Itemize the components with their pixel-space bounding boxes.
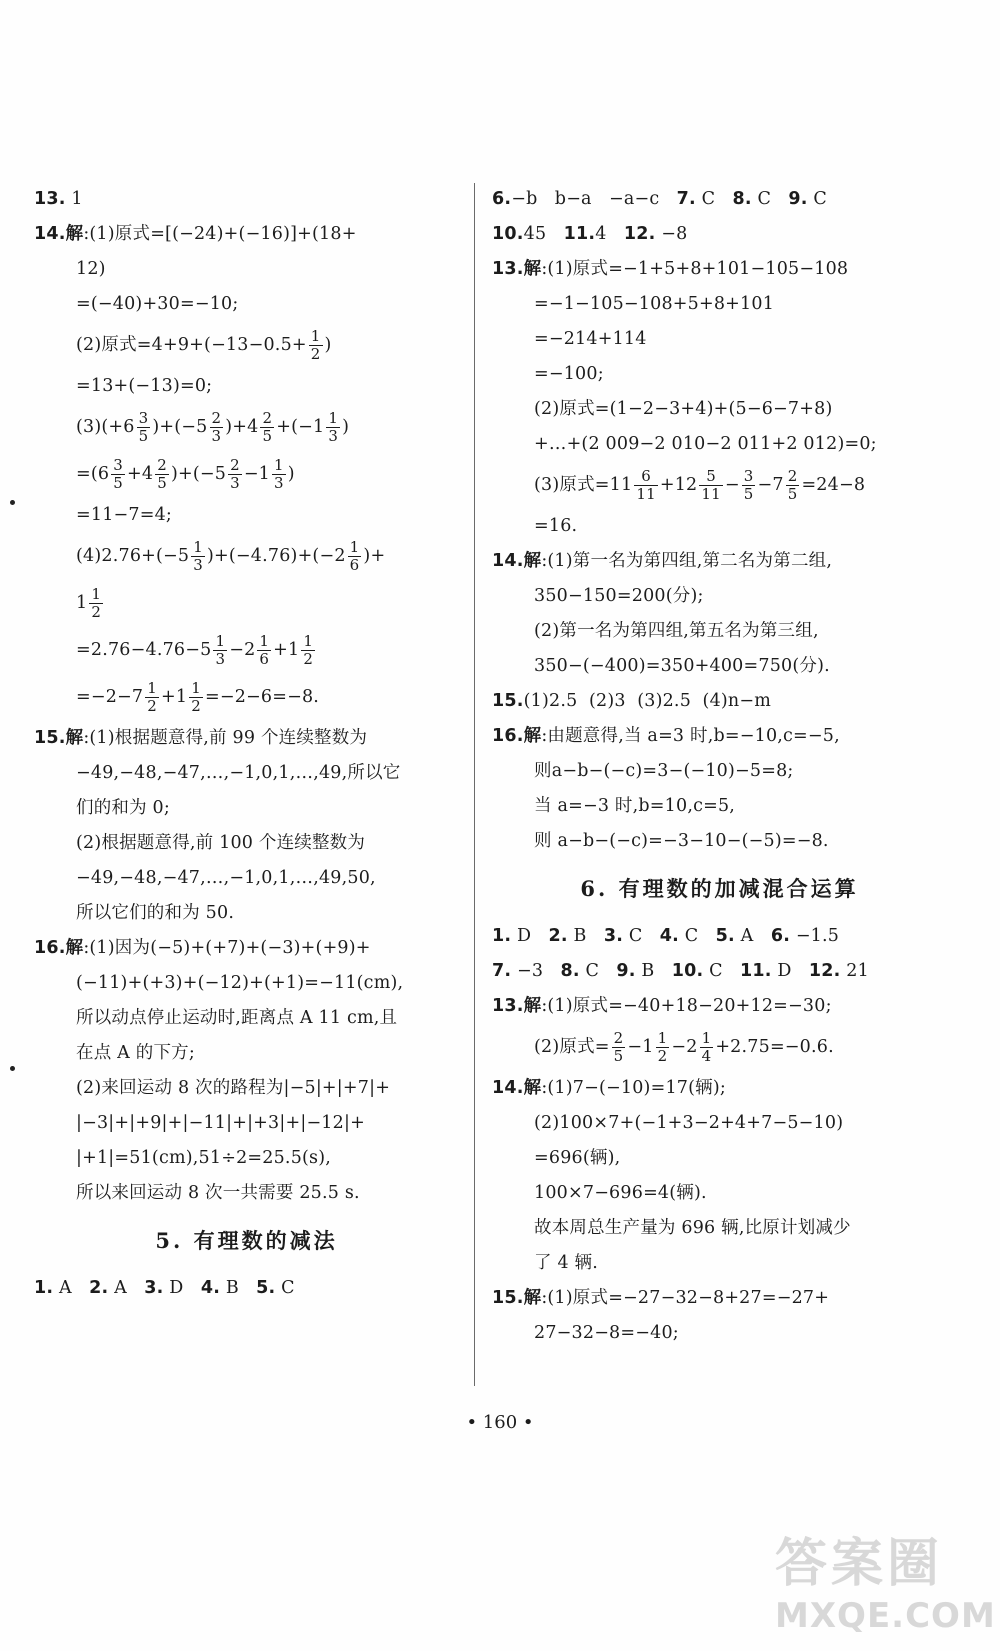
answer-13-line: 13.解:(1)原式=−40+18−20+12=−30; <box>492 996 832 1016</box>
fraction: $\frac{1}{6}$ <box>349 538 360 574</box>
answer-14-line: =(6 $\frac{3}{5}$ +4 $\frac{2}{5}$ )+(−5 $\frac{2}{3}$ −1 $\frac{1}{3}$ ) <box>76 456 295 492</box>
fraction: $\frac{1}{2}$ <box>657 1029 668 1065</box>
scan-mark <box>10 1066 15 1071</box>
answer-15-line: 15.解:(1)原式=−27−32−8+27=−27+ <box>492 1288 830 1308</box>
fraction: $\frac{1}{3}$ <box>193 538 203 574</box>
fraction: $\frac{6}{11}$ <box>636 467 656 503</box>
answer-13-line: =−214+114 <box>534 329 647 349</box>
answer-15-line: −49,−48,−47,…,−1,0,1,…,49,所以它 <box>76 763 401 783</box>
scan-mark <box>10 500 15 505</box>
answer-16-line: 则a−b−(−c)=3−(−10)−5=8; <box>534 761 794 781</box>
answer-14-line: =(−40)+30=−10; <box>76 294 239 314</box>
answer-14-line: 100×7−696=4(辆). <box>534 1183 707 1203</box>
fraction: $\frac{1}{6}$ <box>259 632 270 668</box>
answer-16-line: 在点 A 的下方; <box>76 1043 195 1063</box>
answer-16-line: 所以动点停止运动时,距离点 A 11 cm,且 <box>76 1008 398 1028</box>
answer-13: 13. 1 <box>34 189 83 209</box>
section-heading-6: 6. 有理数的加减混合运算 <box>580 876 859 901</box>
answer-15-line: 15.解:(1)根据题意得,前 99 个连续整数为 <box>34 728 368 748</box>
answer-13-line: =−100; <box>534 364 604 384</box>
fraction: $\frac{2}{5}$ <box>613 1029 624 1065</box>
answer-15-line: (2)根据题意得,前 100 个连续整数为 <box>76 833 366 853</box>
answer-16-line: 则 a−b−(−c)=−3−10−(−5)=−8. <box>534 831 829 851</box>
answer-14-line: 了 4 辆. <box>534 1253 599 1273</box>
answer-16-line: (−11)+(+3)+(−12)+(+1)=−11(cm), <box>76 973 404 993</box>
fraction: $\frac{1}{2}$ <box>191 679 201 715</box>
fraction: $\frac{1}{2}$ <box>91 585 102 621</box>
page-number: • 160 • <box>466 1412 534 1433</box>
section-heading-5: 5. 有理数的减法 <box>155 1228 338 1253</box>
column-divider <box>474 183 475 1386</box>
answer-16-line: 16.解:由题意得,当 a=3 时,b=−10,c=−5, <box>492 726 840 746</box>
answer-14-line: =−2−7 $\frac{1}{2}$ +1 $\frac{1}{2}$ =−2−6=−8. <box>76 679 320 715</box>
answer-14-line: 14.解:(1)原式=[(−24)+(−16)]+(18+ <box>34 224 357 244</box>
answer-14-line: (2)第一名为第四组,第五名为第三组, <box>534 621 819 641</box>
fraction: $\frac{2}{5}$ <box>262 409 273 445</box>
answer-14-line: (3)(+6 $\frac{3}{5}$ )+(−5 $\frac{2}{3}$ )+4 $\frac{2}{5}$ +(−1 $\frac{1}{3}$ ) <box>76 409 350 445</box>
choice-answers-row: 1. D 2. B 3. C 4. C 5. A 6. −1.5 <box>492 926 840 946</box>
answer-15-line: −49,−48,−47,…,−1,0,1,…,49,50, <box>76 868 376 888</box>
answer-14-line: 14.解:(1)第一名为第四组,第二名为第二组, <box>492 551 833 571</box>
fraction: $\frac{1}{4}$ <box>701 1029 712 1065</box>
choice-answers-row: 6.−b b−a −a−c 7. C 8. C 9. C <box>492 189 828 209</box>
answer-16-line: 所以来回运动 8 次一共需要 25.5 s. <box>76 1183 360 1203</box>
answer-13-line: (2)原式= $\frac{2}{5}$ −1 $\frac{1}{2}$ −2 $\frac{1}{4}$ +2.75=−0.6. <box>534 1029 834 1065</box>
answer-14-line: =2.76−4.76−5 $\frac{1}{3}$ −2 $\frac{1}{6}$ +1 $\frac{1}{2}$ <box>76 632 314 668</box>
answer-16-line: 当 a=−3 时,b=10,c=5, <box>534 796 736 816</box>
answer-14-line: 故本周总生产量为 696 辆,比原计划减少 <box>534 1218 851 1238</box>
fraction: $\frac{1}{3}$ <box>328 409 339 445</box>
fraction: $\frac{2}{3}$ <box>211 409 222 445</box>
choice-answers-row: 1. A 2. A 3. D 4. B 5. C <box>34 1278 295 1298</box>
answer-16-line: (2)来回运动 8 次的路程为|−5|+|+7|+ <box>76 1078 391 1098</box>
fraction: $\frac{1}{2}$ <box>303 632 314 668</box>
answer-16-line: |+1|=51(cm),51÷2=25.5(s), <box>76 1148 332 1168</box>
fraction: $\frac{1}{3}$ <box>215 632 226 668</box>
answer-13-line: =−1−105−108+5+8+101 <box>534 294 775 314</box>
watermark-logo: 答案圈 MXQE.COM <box>775 1534 996 1636</box>
answer-14-line: (2)原式=4+9+(−13−0.5+ $\frac{1}{2}$ ) <box>76 327 332 363</box>
answer-14-line: 1 $\frac{1}{2}$ <box>76 585 102 621</box>
fraction: $\frac{2}{5}$ <box>157 456 167 492</box>
answer-13-line: (2)原式=(1−2−3+4)+(5−6−7+8) <box>534 399 833 419</box>
answer-15-line: 们的和为 0; <box>76 798 170 818</box>
answer-14-line: 12) <box>76 259 106 279</box>
fraction: $\frac{1}{2}$ <box>147 679 158 715</box>
answer-14-line: 350−150=200(分); <box>534 586 704 606</box>
answer-16-line: 16.解:(1)因为(−5)+(+7)+(−3)+(+9)+ <box>34 938 371 958</box>
fraction: $\frac{1}{2}$ <box>310 327 321 363</box>
answer-14-line: =13+(−13)=0; <box>76 376 213 396</box>
answer-14-line: (2)100×7+(−1+3−2+4+7−5−10) <box>534 1113 844 1133</box>
fraction: $\frac{3}{5}$ <box>113 456 123 492</box>
answer-14-line: =696(辆), <box>534 1148 621 1168</box>
right-column <box>492 182 947 1351</box>
answer-13-line: +…+(2 009−2 010−2 011+2 012)=0; <box>534 434 877 454</box>
answer-13-line: (3)原式=11 $\frac{6}{11}$ +12 $\frac{5}{11}$ − $\frac{3}{5}$ −7 $\frac{2}{5}$ =24−8 <box>534 467 866 503</box>
answer-16-line: |−3|+|+9|+|−11|+|+3|+|−12|+ <box>76 1113 365 1133</box>
answer-15-line: 所以它们的和为 50. <box>76 903 235 923</box>
answer-15-line: 27−32−8=−40; <box>534 1323 679 1343</box>
answer-14-line: =11−7=4; <box>76 505 173 525</box>
answer-13-line: =16. <box>534 516 578 536</box>
answer-14-line: 350−(−400)=350+400=750(分). <box>534 656 830 676</box>
answer-13-line: 13.解:(1)原式=−1+5+8+101−105−108 <box>492 259 849 279</box>
fraction: $\frac{3}{5}$ <box>138 409 149 445</box>
fraction: $\frac{3}{5}$ <box>743 467 754 503</box>
fraction: $\frac{1}{3}$ <box>274 456 284 492</box>
answer-15-line: 15.(1)2.5 (2)3 (3)2.5 (4)n−m <box>492 691 772 711</box>
fraction: $\frac{2}{3}$ <box>230 456 240 492</box>
answer-14-line: (4)2.76+(−5 $\frac{1}{3}$ )+(−4.76)+(−2 $\frac{1}{6}$ )+ <box>76 538 386 574</box>
choice-answers-row: 7. −3 8. C 9. B 10. C 11. D 12. 21 <box>492 961 869 981</box>
fraction: $\frac{2}{5}$ <box>787 467 798 503</box>
choice-answers-row: 10.45 11.4 12. −8 <box>492 224 688 244</box>
answer-14-line: 14.解:(1)7−(−10)=17(辆); <box>492 1078 726 1098</box>
fraction: $\frac{5}{11}$ <box>701 467 721 503</box>
left-column <box>34 182 459 1306</box>
